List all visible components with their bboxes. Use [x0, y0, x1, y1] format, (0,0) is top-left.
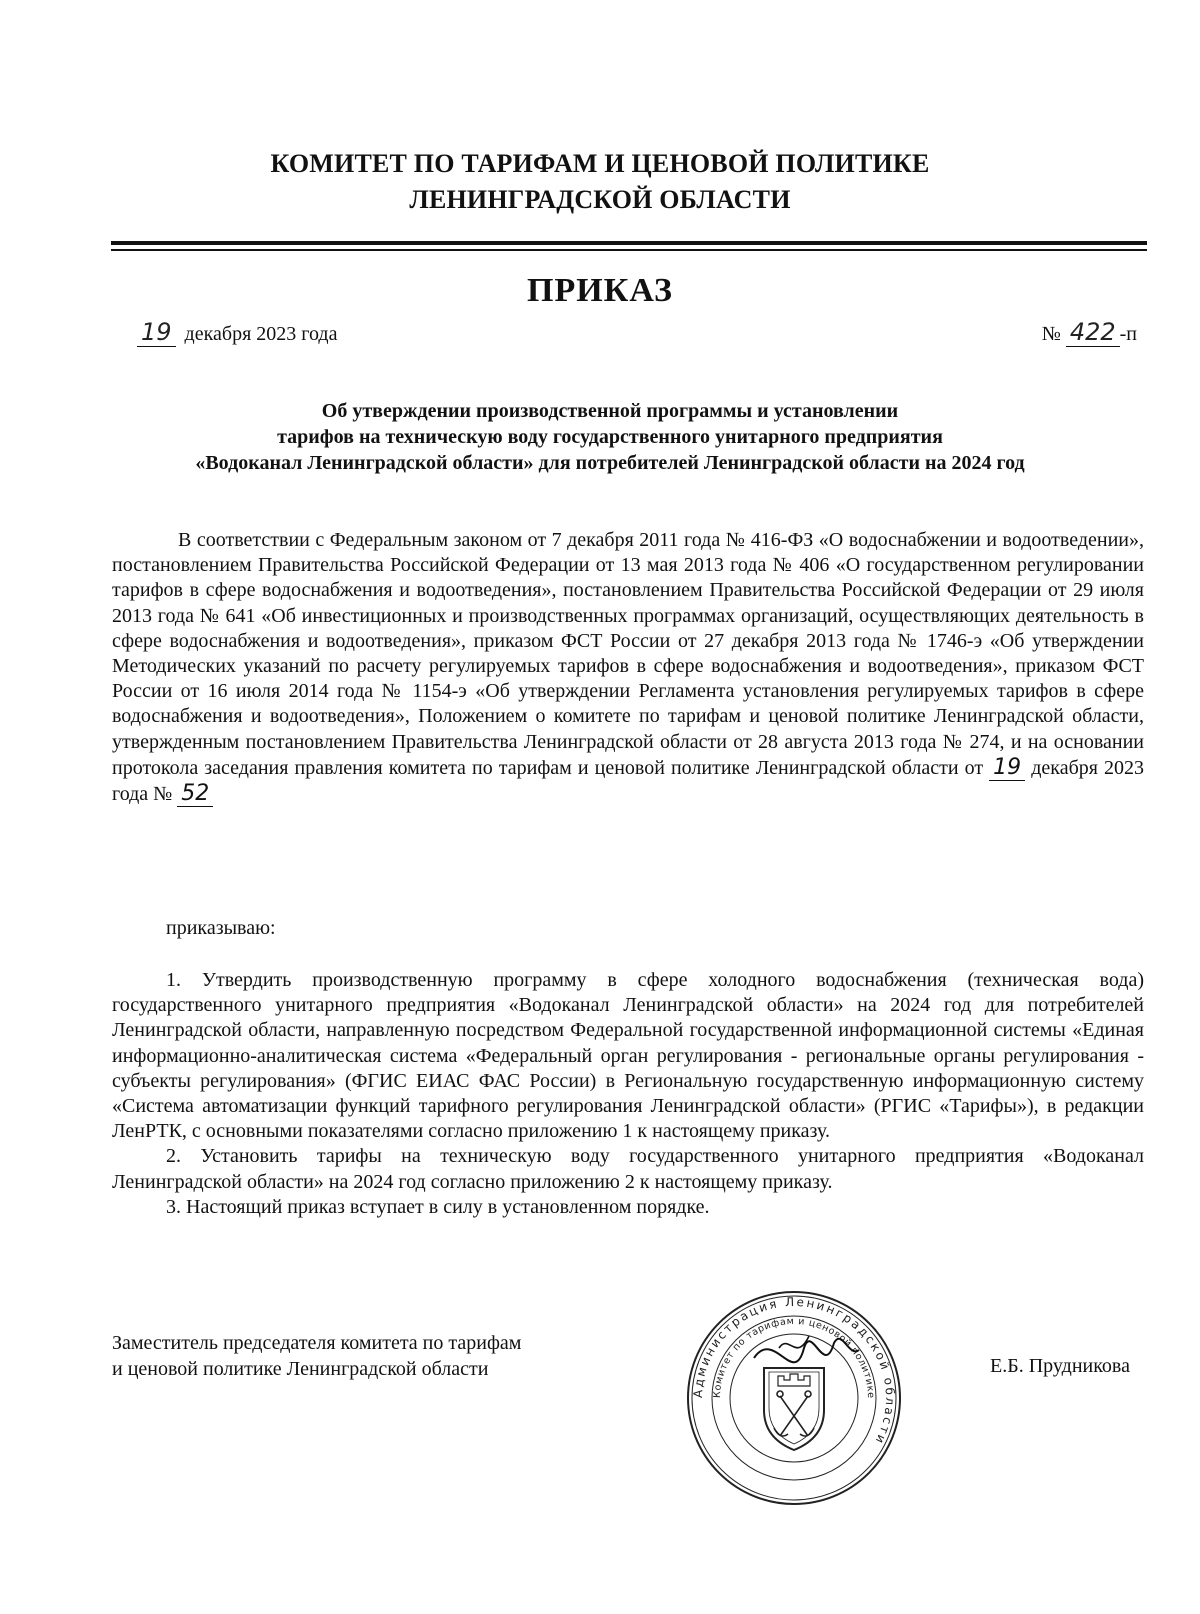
- seal-outer-text: Администрация Ленинградской области: [690, 1294, 898, 1448]
- signer-position-line-2: и ценовой политике Ленинградской области: [112, 1358, 489, 1380]
- number-sign: №: [1041, 323, 1061, 345]
- org-line-1: КОМИТЕТ ПО ТАРИФАМ И ЦЕНОВОЙ ПОЛИТИКЕ: [270, 149, 930, 178]
- number-suffix: -п: [1119, 323, 1137, 345]
- preamble-text: В соответствии с Федеральным законом от 7 декабря 2011 года № 416-ФЗ «О водоснабжении и водоотведении», постановлением Правительства Российской Федерации от 13 мая 2013 года № 406 «О государственном регулировании тарифов в сфере водоснабжения и водоотведения», постановлением Правительства Российской Федерации от 29 июля 2013 года № 641 «Об инвестиционных и производственных программах организаций, осуществляющих деятельность в сфере водоснабжения и водоотведения», приказом ФСТ России от 27 декабря 2013 года № 1746-э «Об утверждении Методических указаний по расчету регулируемых тарифов в сфере водоснабжения и водоотведения», приказом ФСТ России от 16 июля 2014 года № 1154-э «Об утверждении Регламента установления регулируемых тарифов в сфере водоснабжения и водоотведения», Положением о комитете по тарифам и ценовой политике Ленинградской области, утвержденным постановлением Правительства Ленинградской области от 28 августа 2013 года № 274, и на основании протокола заседания правления комитета по тарифам и ценовой политике Ленинградской области от: [112, 529, 1144, 779]
- protocol-date-text: декабря 2023 года №: [112, 756, 1145, 806]
- handwritten-day: 19: [137, 318, 176, 347]
- order-subject: [100, 398, 1120, 476]
- order-word: приказываю:: [166, 917, 276, 939]
- header-rule-thick: [111, 241, 1147, 245]
- signature-scribble-icon: [754, 1339, 859, 1363]
- subject-line-2: тарифов на техническую воду государственного унитарного предприятия: [277, 426, 943, 448]
- order-item-3: 3. Настоящий приказ вступает в силу в установленном порядке.: [166, 1195, 710, 1218]
- document-type-title: ПРИКАЗ: [527, 272, 673, 309]
- subject-line-3: «Водоканал Ленинградской области» для потребителей Ленинградской области на 2024 год: [195, 452, 1025, 474]
- order-items: [112, 968, 1144, 1220]
- signer-name: Е.Б. Прудникова: [990, 1355, 1130, 1377]
- signer-position: [112, 1330, 521, 1382]
- preamble-paragraph: [112, 528, 1144, 807]
- subject-line-1: Об утверждении производственной программы и установлении: [321, 400, 899, 422]
- org-line-2: ЛЕНИНГРАДСКОЙ ОБЛАСТИ: [409, 185, 791, 214]
- signer-position-line-1: Заместитель председателя комитета по тарифам: [112, 1332, 522, 1354]
- coat-of-arms-icon: [764, 1368, 824, 1450]
- order-number: [1042, 318, 1137, 347]
- header-rule-thin: [111, 249, 1147, 251]
- date-rest: декабря 2023 года: [184, 323, 338, 345]
- handwritten-protocol-number: 52: [177, 781, 213, 807]
- order-item-1: 1. Утвердить производственную программу в сфере холодного водоснабжения (техническая вода) государственного унитарного предприятия «Водоканал Ленинградской области» на 2024 год для потребителей Ленинградской области, направленную посредством Федеральной государственной информационной системы «Единая информационно-аналитическая система «Федеральный орган регулирования - региональные органы регулирования - субъекты регулирования» (ФГИС ЕИАС ФАС России) в Региональную государственную информационную систему «Система автоматизации функций тарифного регулирования Ленинградской области» (РГИС «Тарифы»), в редакции ЛенРТК, с основными показателями согласно приложению 1 к настоящему приказу.: [112, 969, 1144, 1143]
- official-seal: [684, 1288, 904, 1508]
- seal-inner-text: Комитет по тарифам и ценовой политике: [711, 1315, 877, 1399]
- handwritten-protocol-day: 19: [989, 755, 1025, 781]
- organization-header: [0, 146, 1200, 218]
- order-item-2: 2. Установить тарифы на техническую воду государственного унитарного предприятия «Водоканал Ленинградской области» на 2024 год согласно приложению 2 к настоящему приказу.: [112, 1145, 1144, 1193]
- order-date: [137, 318, 337, 347]
- handwritten-number: 422: [1066, 318, 1120, 347]
